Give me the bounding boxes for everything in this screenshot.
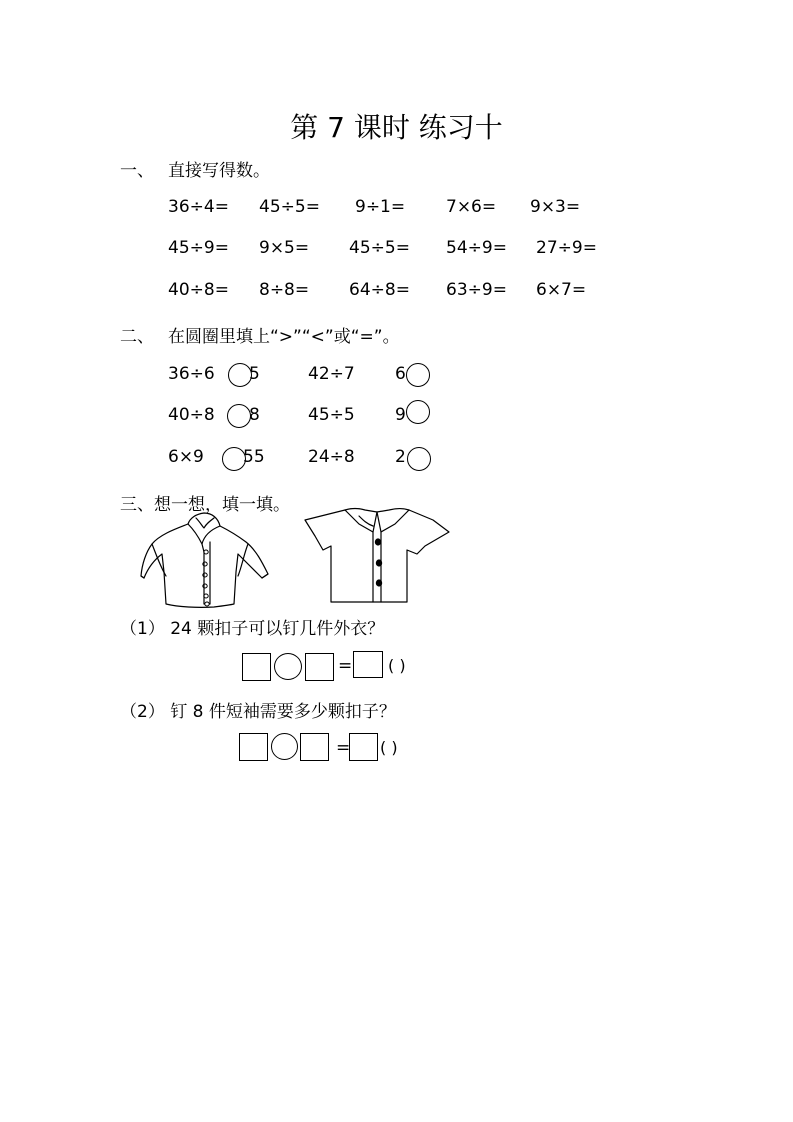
- calc-item: 45÷9=: [168, 238, 229, 258]
- compare-circle[interactable]: [407, 447, 431, 471]
- question-2: （2） 钉 8 件短袖需要多少颗扣子？: [120, 702, 396, 722]
- compare-right: 8: [249, 405, 260, 425]
- calc-item: 27÷9=: [536, 238, 597, 258]
- section-1-number: 一、: [120, 161, 154, 181]
- compare-left: 45÷5: [308, 405, 355, 425]
- calc-item: 40÷8=: [168, 280, 229, 300]
- result-box[interactable]: [349, 733, 378, 761]
- answer-box[interactable]: [305, 653, 334, 681]
- calc-item: 54÷9=: [446, 238, 507, 258]
- shirt-icon: [303, 506, 451, 604]
- equals-sign: =: [338, 656, 353, 676]
- calc-item: 45÷5=: [349, 238, 410, 258]
- section-2-heading: 在圆圈里填上“>”“<”或“=”。: [168, 327, 400, 347]
- answer-box[interactable]: [239, 733, 268, 761]
- equals-sign: =: [336, 738, 351, 758]
- page-title: 第 7 课时 练习十: [290, 111, 503, 144]
- operator-circle[interactable]: [274, 653, 302, 680]
- jacket-icon: [138, 512, 272, 610]
- compare-circle[interactable]: [227, 404, 251, 428]
- calc-item: 63÷9=: [446, 280, 507, 300]
- calc-item: 7×6=: [446, 197, 497, 217]
- calc-item: 64÷8=: [349, 280, 410, 300]
- compare-left: 40÷8: [168, 405, 215, 425]
- result-box[interactable]: [353, 651, 383, 678]
- calc-item: 45÷5=: [259, 197, 320, 217]
- compare-left: 6×9: [168, 447, 204, 467]
- unit-paren: ( ): [380, 738, 398, 757]
- compare-circle[interactable]: [406, 400, 430, 424]
- answer-box[interactable]: [242, 653, 271, 681]
- answer-box[interactable]: [300, 733, 329, 761]
- section-3-heading: 三、想一想，填一填。: [120, 495, 290, 515]
- calc-item: 8÷8=: [259, 280, 310, 300]
- compare-left: 36÷6: [168, 364, 215, 384]
- compare-right: 6: [395, 364, 406, 384]
- calc-item: 9×5=: [259, 238, 310, 258]
- compare-right: 55: [243, 447, 265, 467]
- compare-left: 24÷8: [308, 447, 355, 467]
- compare-circle[interactable]: [406, 363, 430, 387]
- compare-right: 2: [395, 447, 406, 467]
- unit-paren: ( ): [388, 656, 406, 675]
- calc-item: 6×7=: [536, 280, 587, 300]
- section-1-heading: 直接写得数。: [168, 161, 270, 181]
- section-2-number: 二、: [120, 327, 154, 347]
- question-1: （1） 24 颗扣子可以钉几件外衣？: [120, 619, 385, 639]
- calc-item: 36÷4=: [168, 197, 229, 217]
- compare-right: 5: [249, 364, 260, 384]
- calc-item: 9÷1=: [355, 197, 406, 217]
- compare-right: 9: [395, 405, 406, 425]
- calc-item: 9×3=: [530, 197, 581, 217]
- operator-circle[interactable]: [271, 733, 298, 760]
- compare-left: 42÷7: [308, 364, 355, 384]
